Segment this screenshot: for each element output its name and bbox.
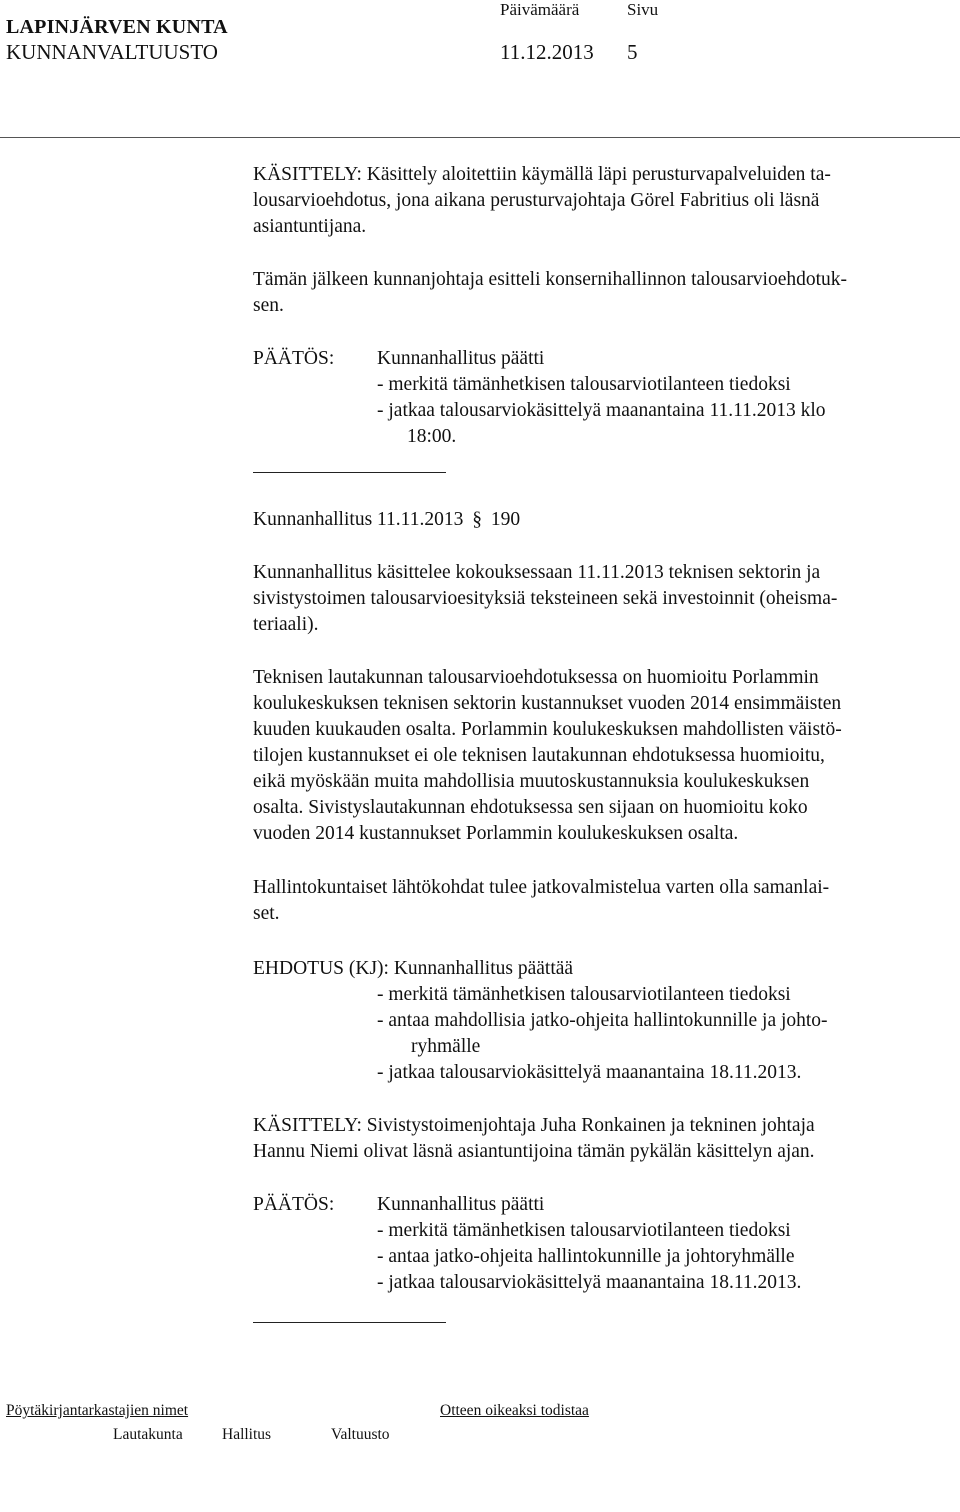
date-label: Päivämäärä — [500, 0, 580, 19]
ehdotus-item-3: - jatkaa talousarviokäsittelyä maanantaina 18.11.2013. — [377, 1062, 802, 1083]
body-line-1: Teknisen lautakunnan talousarvioehdotuksessa on huomioitu Porlammin — [253, 667, 819, 688]
kasittely-1-line-2: lousarvioehdotus, jona aikana perusturvajohtaja Görel Fabritius oli läsnä — [253, 190, 820, 211]
paatos-1-intro: Kunnanhallitus päätti — [377, 348, 545, 369]
hallinto-line-2: set. — [253, 903, 280, 924]
certify-label: Otteen oikeaksi todistaa — [440, 1402, 589, 1419]
signers-label: Pöytäkirjantarkastajien nimet — [6, 1402, 189, 1419]
body-line-2: koulukeskuksen teknisen sektorin kustannukset vuoden 2014 ensimmäisten — [253, 693, 842, 714]
meeting-reference — [253, 507, 520, 533]
page-label: Sivu — [627, 0, 659, 19]
paatos-1-item-1: - merkitä tämänhetkisen talousarviotilanteen tiedoksi — [377, 374, 791, 395]
section-symbol: § — [472, 509, 482, 530]
paatos-1-item-2: - jatkaa talousarviokäsittelyä maanantaina 11.11.2013 klo — [377, 400, 826, 421]
paatos-2-label: PÄÄTÖS: — [253, 1194, 335, 1215]
footer-col-lautakunta: Lautakunta — [113, 1426, 183, 1443]
footer-col-hallitus: Hallitus — [222, 1426, 272, 1443]
hallinto-line-1: Hallintokuntaiset lähtökohdat tulee jatkovalmistelua varten olla samanlai- — [253, 877, 830, 898]
header-divider — [0, 137, 960, 138]
paatos-2-item-1: - merkitä tämänhetkisen talousarviotilanteen tiedoksi — [377, 1220, 791, 1241]
section-divider-1 — [253, 472, 446, 473]
followup-line-1: Tämän jälkeen kunnanjohtaja esitteli konsernihallinnon talousarvioehdotuk- — [253, 269, 848, 290]
intro-line-1: Kunnanhallitus käsittelee kokouksessaan 11.11.2013 teknisen sektorin ja — [253, 562, 821, 583]
meeting-ref-text: Kunnanhallitus 11.11.2013 — [253, 509, 464, 530]
kasittely-1-line-3: asiantuntijana. — [253, 216, 367, 237]
body-line-3: kuuden kuukauden osalta. Porlammin koulukeskuksen mahdollisten väistö- — [253, 719, 842, 740]
body-line-5: eikä myöskään muita mahdollisia muutoskustannuksia koulukeskuksen — [253, 771, 810, 792]
page-number: 5 — [627, 40, 638, 64]
paatos-2-intro: Kunnanhallitus päätti — [377, 1194, 545, 1215]
body-line-4: tilojen kustannukset ei ole teknisen lautakunnan ehdotuksessa huomioitu, — [253, 745, 825, 766]
body-line-6: osalta. Sivistyslautakunnan ehdotuksessa sen sijaan on huomioitu koko — [253, 797, 808, 818]
kasittely-1-line-1: KÄSITTELY: Käsittely aloitettiin käymällä läpi perusturvapalveluiden ta- — [253, 164, 831, 185]
ehdotus-item-2-cont: ryhmälle — [411, 1036, 481, 1057]
ehdotus-item-2: - antaa mahdollisia jatko-ohjeita hallintokunnille ja johto- — [377, 1010, 828, 1031]
intro-line-3: teriaali). — [253, 614, 319, 635]
followup-line-2: sen. — [253, 295, 284, 316]
ehdotus-label: EHDOTUS (KJ): Kunnanhallitus päättää — [253, 958, 574, 979]
organization-name: LAPINJÄRVEN KUNTA — [6, 16, 228, 38]
ehdotus-item-1: - merkitä tämänhetkisen talousarviotilanteen tiedoksi — [377, 984, 791, 1005]
paatos-2-item-3: - jatkaa talousarviokäsittelyä maanantaina 18.11.2013. — [377, 1272, 802, 1293]
section-divider-2 — [253, 1322, 446, 1323]
body-line-7: vuoden 2014 kustannukset Porlammin koulukeskuksen osalta. — [253, 823, 739, 844]
governing-body: KUNNANVALTUUSTO — [6, 40, 218, 64]
intro-line-2: sivistystoimen talousarvioesityksiä teksteineen sekä investoinnit (oheisma- — [253, 588, 838, 609]
kasittely-2-line-2: Hannu Niemi olivat läsnä asiantuntijoina tämän pykälän käsittelyn ajan. — [253, 1141, 815, 1162]
section-number: 190 — [490, 509, 521, 530]
paatos-1-item-2-cont: 18:00. — [407, 426, 457, 447]
kasittely-2-line-1: KÄSITTELY: Sivistystoimenjohtaja Juha Ronkainen ja tekninen johtaja — [253, 1115, 815, 1136]
document-date: 11.12.2013 — [500, 40, 594, 64]
paatos-1-label: PÄÄTÖS: — [253, 348, 335, 369]
paatos-2-item-2: - antaa jatko-ohjeita hallintokunnille ja johtoryhmälle — [377, 1246, 795, 1267]
footer-col-valtuusto: Valtuusto — [331, 1426, 390, 1443]
